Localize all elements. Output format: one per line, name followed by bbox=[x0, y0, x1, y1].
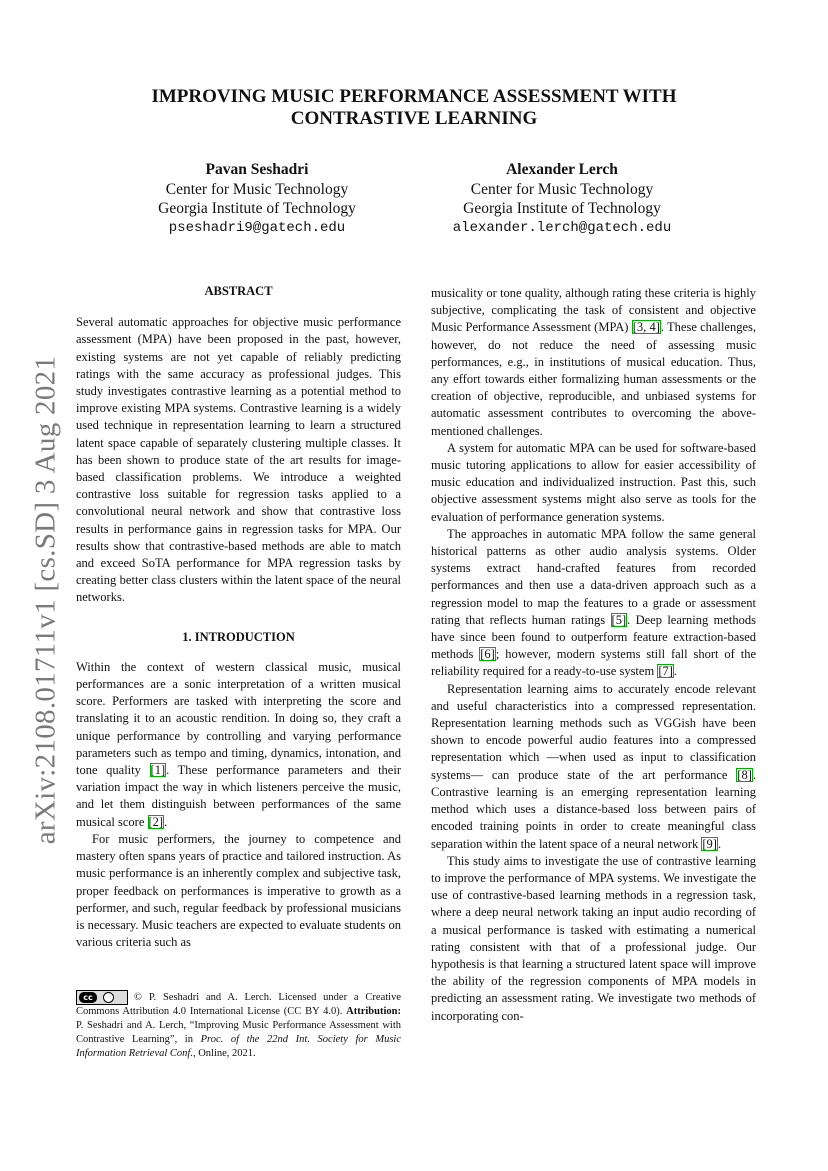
abstract-heading: ABSTRACT bbox=[204, 284, 273, 298]
author-email[interactable]: pseshadri9@gatech.edu bbox=[168, 219, 346, 236]
license-footnote bbox=[76, 990, 401, 1061]
citation-link[interactable]: [9] bbox=[702, 836, 717, 851]
text-run: . bbox=[673, 664, 678, 679]
paper-title bbox=[0, 86, 828, 130]
text-run: Representation learning aims to accurately encode relevant and useful characteristics into a compressed representation. Representation learning methods such as VGGish have been shown to encode powerful audio features into a compressed representation which —when used as input to classification systems— can produce state of the art performance bbox=[431, 681, 756, 782]
intro-paragraph-2: For music performers, the journey to competence and mastery often spans years of practice and tailored instruction. As music performance is an inherently complex and subjective task, proper feedback on performances is imperative to growth as a performer, and such, regular feedback by professional musicians is necessary. Music teachers are expected to evaluate students on various criteria such as bbox=[76, 831, 401, 950]
author-affiliation: Center for Music Technology bbox=[165, 180, 349, 198]
footnote-text: P. Seshadri and A. Lerch, “Improving Music Performance Assessment with Contrastive Learning”, in bbox=[76, 1020, 401, 1045]
author-institution: Georgia Institute of Technology bbox=[158, 200, 356, 217]
cc-label: cc bbox=[79, 992, 97, 1003]
right-paragraph-5: This study aims to investigate the use of contrastive learning to improve the performance of MPA systems. We investigate the use of contrastive-based learning methods in a regression task, where a deep neural network taking an input audio recording of a musical performance is tasked with estimating a numerical rating consistent with that of a professional judge. Our hypothesis is that learning a structured latent space will improve the ability of the regression components of MPA models in predicting an assessment rating. We investigate two methods of incorporating con- bbox=[431, 853, 756, 1023]
left-column bbox=[76, 282, 401, 951]
citation-link[interactable]: [1] bbox=[150, 763, 166, 778]
text-run: The approaches in automatic MPA follow the same general historical patterns as other audio analysis systems. Older systems extract hand-crafted features from recorded performances and then use a data-driven approach such as a regression model to map the features to a grade or assessment rating that reflects human ratings bbox=[431, 526, 756, 627]
citation-link[interactable]: [2] bbox=[148, 814, 164, 829]
venue-name: Proc. of the 22nd Int. Society for Music Information Retrieval Conf., bbox=[76, 1034, 401, 1059]
by-person-icon bbox=[103, 992, 114, 1003]
introduction-heading: 1. INTRODUCTION bbox=[182, 629, 295, 644]
citation-link[interactable]: [8] bbox=[737, 767, 752, 782]
text-run: ; however, modern systems still fall short of the reliability required for a ready-to-use system bbox=[431, 647, 756, 679]
arxiv-stamp: arXiv:2108.01711v1 [cs.SD] 3 Aug 2021 bbox=[29, 355, 62, 845]
author-block-2 bbox=[412, 160, 712, 238]
text-run: . Contrastive learning is an emerging representation learning method which uses a distance-based loss between pairs of encoded training points in order to create meaningful class separation within the latent space of a neural network bbox=[431, 767, 756, 851]
intro-paragraph-1 bbox=[76, 659, 401, 831]
text-run: Within the context of western classical music, musical performances are a sonic interpretation of a written musical score. Performers are tasked with interpreting the score and translating it to an acoustic rendition. In doing so, they craft a unique performance by controlling and varying performance parameters such as tempo and timing, dynamics, intonation, and tone quality bbox=[76, 659, 401, 778]
text-run: . bbox=[717, 836, 722, 851]
text-run: musicality or tone quality, although rating these criteria is highly subjective, complicating the task of consistent and objective Music Performance Assessment (MPA) bbox=[431, 286, 756, 335]
citation-link[interactable]: [3, 4] bbox=[632, 320, 660, 335]
citation-link[interactable]: [5] bbox=[611, 612, 627, 627]
citation-link[interactable]: [6] bbox=[480, 647, 495, 662]
title-line-1: IMPROVING MUSIC PERFORMANCE ASSESSMENT WITH bbox=[151, 86, 677, 107]
title-line-2: CONTRASTIVE LEARNING bbox=[290, 108, 538, 129]
cc-by-license-icon[interactable] bbox=[76, 990, 128, 1005]
footnote-text: © P. Seshadri and A. Lerch. Licensed under a Creative Commons Attribution 4.0 International License (CC BY 4.0). bbox=[76, 991, 401, 1017]
right-paragraph-1 bbox=[431, 285, 756, 440]
right-paragraph-3 bbox=[431, 526, 756, 681]
text-run: . Deep learning methods have since been found to outperform feature extraction-based methods bbox=[431, 612, 756, 662]
citation-link[interactable]: [7] bbox=[658, 664, 673, 679]
text-run: . bbox=[164, 814, 168, 829]
right-column bbox=[431, 285, 756, 1025]
author-affiliation: Center for Music Technology bbox=[470, 180, 654, 198]
text-run: . These challenges, however, do not reduce the need of assessing music performances, e.g., in institutions of musical education. Thus, any effort towards either formalizing human assessments or the creation of objective, reproducible, and unbiased systems for automatic assessment contributes to overcoming the above-mentioned challenges. bbox=[431, 320, 757, 438]
text-run: . These performance parameters and their variation impact the way in which listeners perceive the music, and let them distinguish between performances of the same musical score bbox=[76, 763, 401, 829]
author-name: Alexander Lerch bbox=[506, 161, 618, 178]
right-paragraph-4 bbox=[431, 681, 756, 853]
author-institution: Georgia Institute of Technology bbox=[463, 200, 661, 217]
attribution-label: Attribution: bbox=[346, 1006, 401, 1017]
author-block-1 bbox=[107, 160, 407, 238]
author-email[interactable]: alexander.lerch@gatech.edu bbox=[452, 219, 672, 236]
abstract-text: Several automatic approaches for objective music performance assessment (MPA) have been proposed in the past, however, existing systems are not yet capable of reliably predicting ratings with the same accuracy as professional judges. This study investigates contrastive learning as a potential method to improve existing MPA systems. Contrastive learning is a widely used technique in representation learning to learn a structured latent space capable of separately clustering multiple classes. It has been shown to produce state of the art results for image-based classification problems. We introduce a weighted contrastive loss suitable for regression tasks applied to a convolutional neural network and show that contrastive loss results in performance gains in regression tasks for MPA. Our results show that contrastive-based methods are able to match and exceed SoTA performance for MPA regression tasks by creating better class clusters within the latent space of the neural networks. bbox=[76, 315, 401, 605]
footnote-text: Online, 2021. bbox=[195, 1048, 256, 1059]
right-paragraph-2: A system for automatic MPA can be used for software-based music tutoring applications to allow for easier accessibility of music education and individualized instruction. Past this, such objective assessment systems might also serve as tools for the evaluation of performance generation systems. bbox=[431, 440, 756, 524]
author-name: Pavan Seshadri bbox=[205, 161, 309, 178]
